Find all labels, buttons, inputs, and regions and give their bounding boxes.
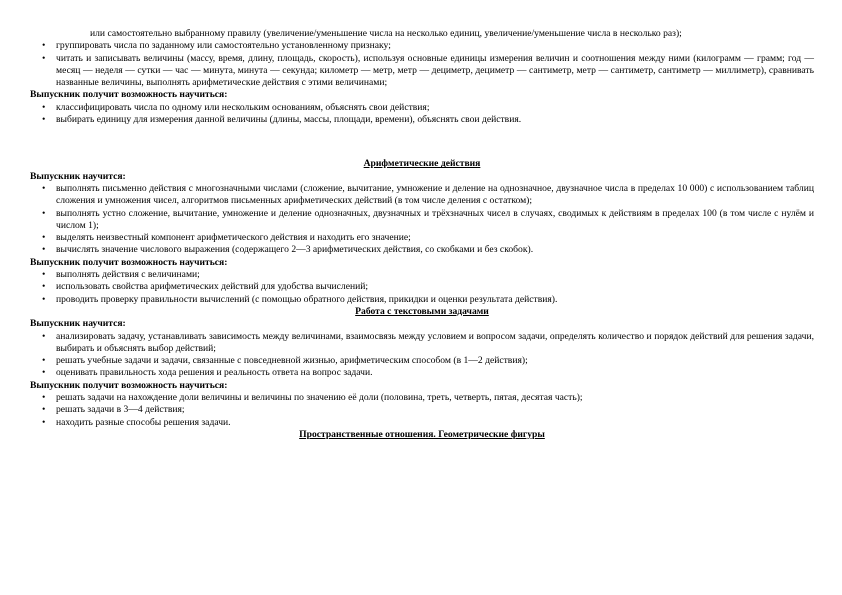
text-tasks-learn-list [30, 331, 814, 380]
learn-heading: Выпускник научится: [30, 318, 126, 330]
top-list [30, 40, 814, 89]
top-opportunity-list [30, 102, 814, 127]
opportunity-heading: Выпускник получит возможность научиться: [30, 89, 228, 101]
list-item: • читать и записывать величины (массу, время, длину, площадь, скорость), используя основные единицы измерения величин и соотношения между ними (килограмм — грамм; год — месяц — неделя — сутки — час — минута, минута — секунда; километр — метр, метр — дециметр, дециметр — сантиметр, метр — сантиметр, сантиметр — миллиметр), сравнивать названные величины, выполнять арифметические действия с этими величинами; [30, 53, 814, 90]
opportunity-heading: Выпускник получит возможность научиться: [30, 256, 228, 268]
list-item: • группировать числа по заданному или самостоятельно установленному признаку; [30, 40, 814, 52]
continuation-line: или самостоятельно выбранному правилу (увеличение/уменьшение числа на несколько единиц, увеличение/уменьшение числа в несколько раз); [90, 28, 682, 39]
list-item: • выбирать единицу для измерения данной величины (длины, массы, площади, времени), объяснять свои действия. [30, 114, 814, 126]
list-item: • проводить проверку правильности вычислений (с помощью обратного действия, прикидки и оценки результата действия). [30, 294, 814, 306]
list-item: • находить разные способы решения задачи. [30, 417, 814, 429]
section-title-geometry: Пространственные отношения. Геометрические фигуры [299, 428, 545, 440]
list-item: • выполнять письменно действия с многозначными числами (сложение, вычитание, умножение и деление на однозначное, двузначное числа в пределах 10 000) с использованием таблиц сложения и умножения чисел, алгоритмов письменных арифметических действий (в том числе деления с остатком); [30, 183, 814, 208]
arithmetic-learn-list [30, 183, 814, 257]
opportunity-heading: Выпускник получит возможность научиться: [30, 379, 228, 391]
document-content [30, 28, 814, 441]
spacer [30, 126, 814, 158]
list-item: • вычислять значение числового выражения (содержащего 2—3 арифметических действия, со скобками и без скобок). [30, 244, 814, 256]
list-item: • решать задачи на нахождение доли величины и величины по значению её доли (половина, треть, четверть, пятая, десятая часть); [30, 392, 814, 404]
list-item: • анализировать задачу, устанавливать зависимость между величинами, взаимосвязь между условием и вопросом задачи, определять количество и порядок действий для решения задачи, выбирать и объяснять выбор действий; [30, 331, 814, 356]
section-title-text-tasks: Работа с текстовыми задачами [355, 305, 489, 317]
text-tasks-opportunity-list [30, 392, 814, 429]
list-item: • выделять неизвестный компонент арифметического действия и находить его значение; [30, 232, 814, 244]
list-item: • решать учебные задачи и задачи, связанные с повседневной жизнью, арифметическим способом (в 1—2 действия); [30, 355, 814, 367]
list-item: • выполнять действия с величинами; [30, 269, 814, 281]
list-item: • классифицировать числа по одному или нескольким основаниям, объяснять свои действия; [30, 102, 814, 114]
list-item: • выполнять устно сложение, вычитание, умножение и деление однозначных, двузначных и трёхзначных чисел в случаях, сводимых к действиям в пределах 100 (в том числе с нулём и числом 1); [30, 208, 814, 233]
list-item: • оценивать правильность хода решения и реальность ответа на вопрос задачи. [30, 367, 814, 379]
list-item: • решать задачи в 3—4 действия; [30, 404, 814, 416]
learn-heading: Выпускник научится: [30, 170, 126, 182]
list-item: • использовать свойства арифметических действий для удобства вычислений; [30, 281, 814, 293]
arithmetic-opportunity-list [30, 269, 814, 306]
section-title-arithmetic: Арифметические действия [363, 158, 481, 170]
